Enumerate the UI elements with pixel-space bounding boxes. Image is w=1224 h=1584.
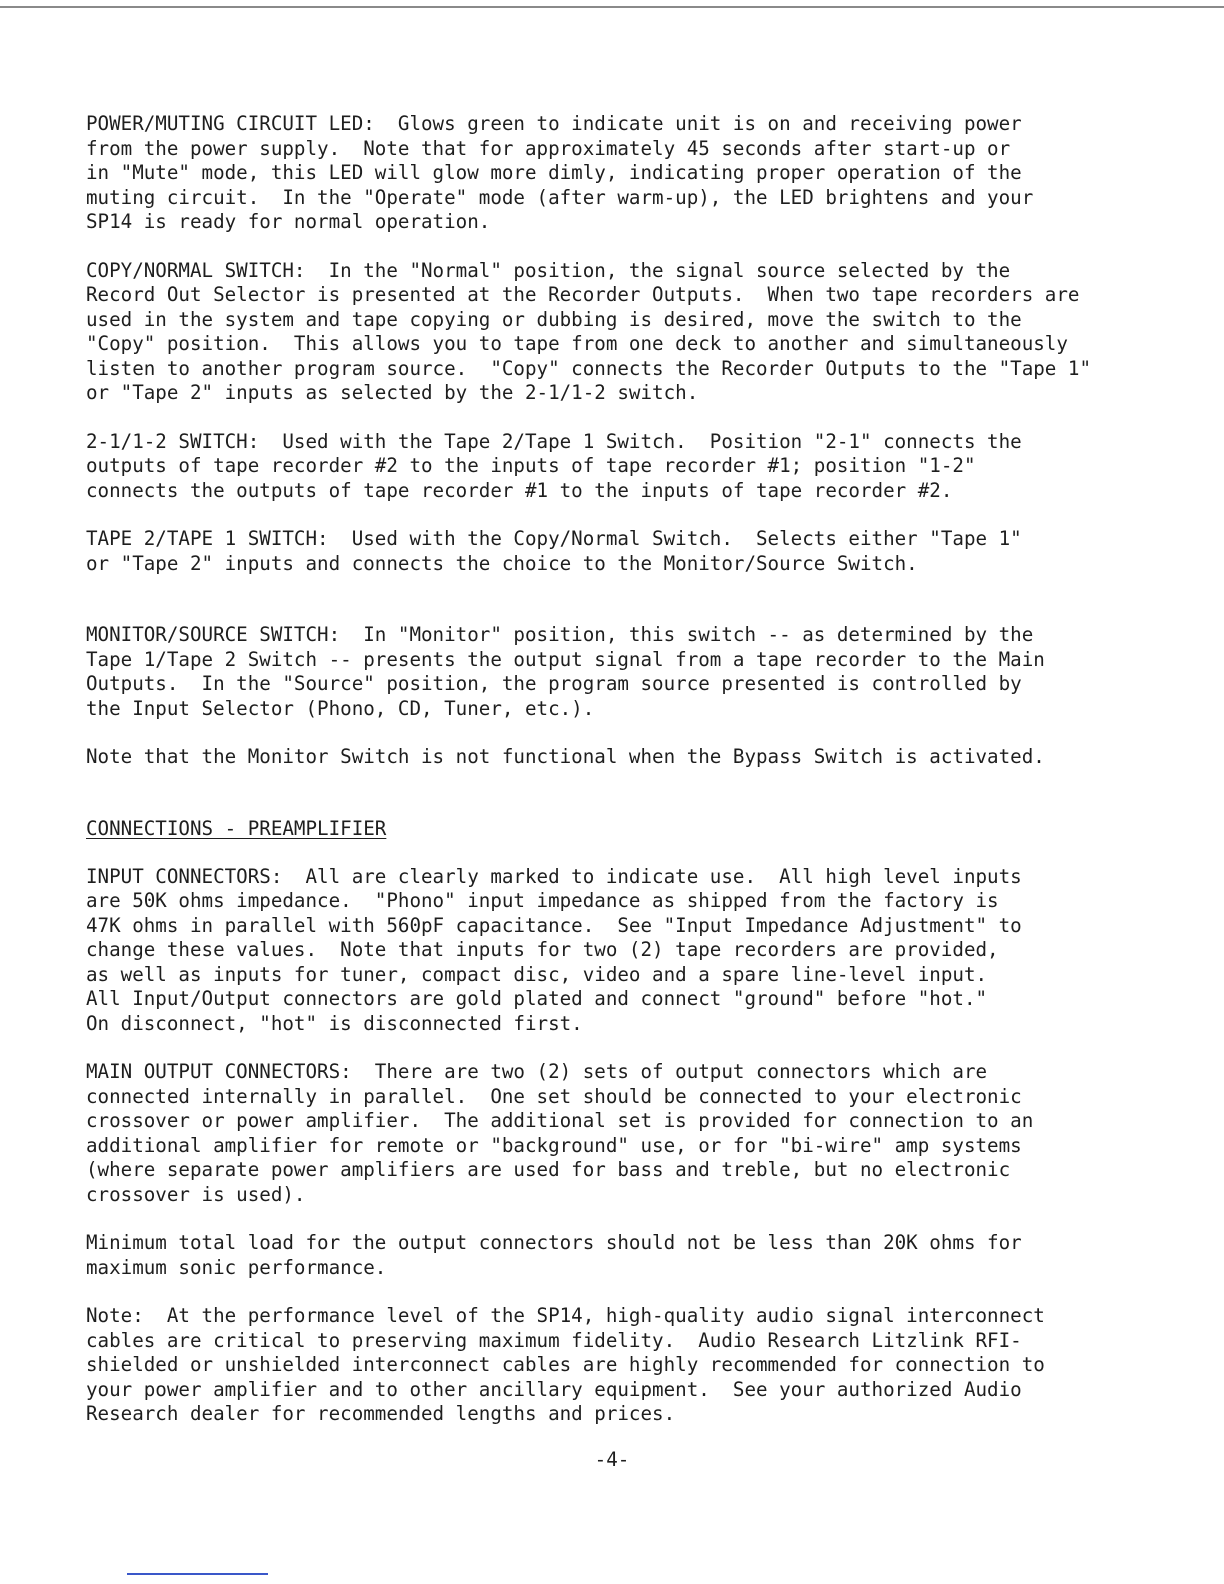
paragraph-monitor-source-switch: MONITOR/SOURCE SWITCH: In "Monitor" position, this switch -- as determined by the Tape 1/Tape 2 Switch -- presents the output signal from a tape recorder to the Main Outputs. In the "Source" position, the program source presented is controlled by the Input Selector (Phono, CD, Tuner, etc.). <box>86 623 1045 720</box>
paragraph-copy-normal-switch: COPY/NORMAL SWITCH: In the "Normal" position, the signal source selected by the Record Out Selector is presented at the Recorder Outputs. When two tape recorders are used in the system and tape copying or dubbing is desired, move the switch to the "Copy" position. This allows you to tape from one deck to another and simultaneously listen to another program source. "Copy" connects the Recorder Outputs to the "Tape 1" or "Tape 2" inputs as selected by the 2-1/1-2 switch. <box>86 258 1092 404</box>
paragraph-2-1-1-2-switch: 2-1/1-2 SWITCH: Used with the Tape 2/Tape 1 Switch. Position "2-1" connects the outputs of tape recorder #2 to the inputs of tape recorder #1; position "1-2" connects the outputs of tape recorder #1 to the inputs of tape recorder #2. <box>86 429 1022 502</box>
paragraph-interconnect-note: Note: At the performance level of the SP14, high-quality audio signal interconnect cables are critical to preserving maximum fidelity. Audio Research Litzlink RFI- shielded or unshielded interconnect cables are highly recommended for connection to your power amplifier and to other ancillary equipment. See your authorized Audio Research dealer for recommended lengths and prices. <box>86 1304 1045 1425</box>
section-heading-connections: CONNECTIONS - PREAMPLIFIER <box>86 816 387 840</box>
top-scan-rule <box>0 6 1224 8</box>
paragraph-input-connectors: INPUT CONNECTORS: All are clearly marked to indicate use. All high level inputs are 50K ohms impedance. "Phono" input impedance as shipped from the factory is 47K ohms in parallel with 560pF capacitance. See "Input Impedance Adjustment" to change these values. Note that inputs for two (2) tape recorders are provided, as well as inputs for tuner, compact disc, video and a spare line-level input. All Input/Output connectors are gold plated and connect "ground" before "hot." On disconnect, "hot" is disconnected first. <box>86 864 1022 1035</box>
paragraph-main-output-connectors: MAIN OUTPUT CONNECTORS: There are two (2) sets of output connectors which are connected internally in parallel. One set should be connected to your electronic crossover or power amplifier. The additional set is provided for connection to an additional amplifier for remote or "background" use, or for "bi-wire" amp systems (where separate power amplifiers are used for bass and treble, but no electronic crossover is used). <box>86 1060 1034 1206</box>
document-page <box>86 112 1126 1427</box>
page-number: -4- <box>594 1448 630 1471</box>
paragraph-tape-switch: TAPE 2/TAPE 1 SWITCH: Used with the Copy/Normal Switch. Selects either "Tape 1" or "Tape 2" inputs and connects the choice to the Monitor/Source Switch. <box>86 527 1022 575</box>
paragraph-minimum-load: Minimum total load for the output connectors should not be less than 20K ohms for maximum sonic performance. <box>86 1231 1022 1279</box>
bottom-blue-mark <box>127 1573 268 1575</box>
paragraph-monitor-note: Note that the Monitor Switch is not functional when the Bypass Switch is activated. <box>86 745 1045 768</box>
paragraph-power-muting-led: POWER/MUTING CIRCUIT LED: Glows green to indicate unit is on and receiving power from the power supply. Note that for approximately 45 seconds after start-up or in "Mute" mode, this LED will glow more dimly, indicating proper operation of the muting circuit. In the "Operate" mode (after warm-up), the LED brightens and your SP14 is ready for normal operation. <box>86 112 1034 233</box>
